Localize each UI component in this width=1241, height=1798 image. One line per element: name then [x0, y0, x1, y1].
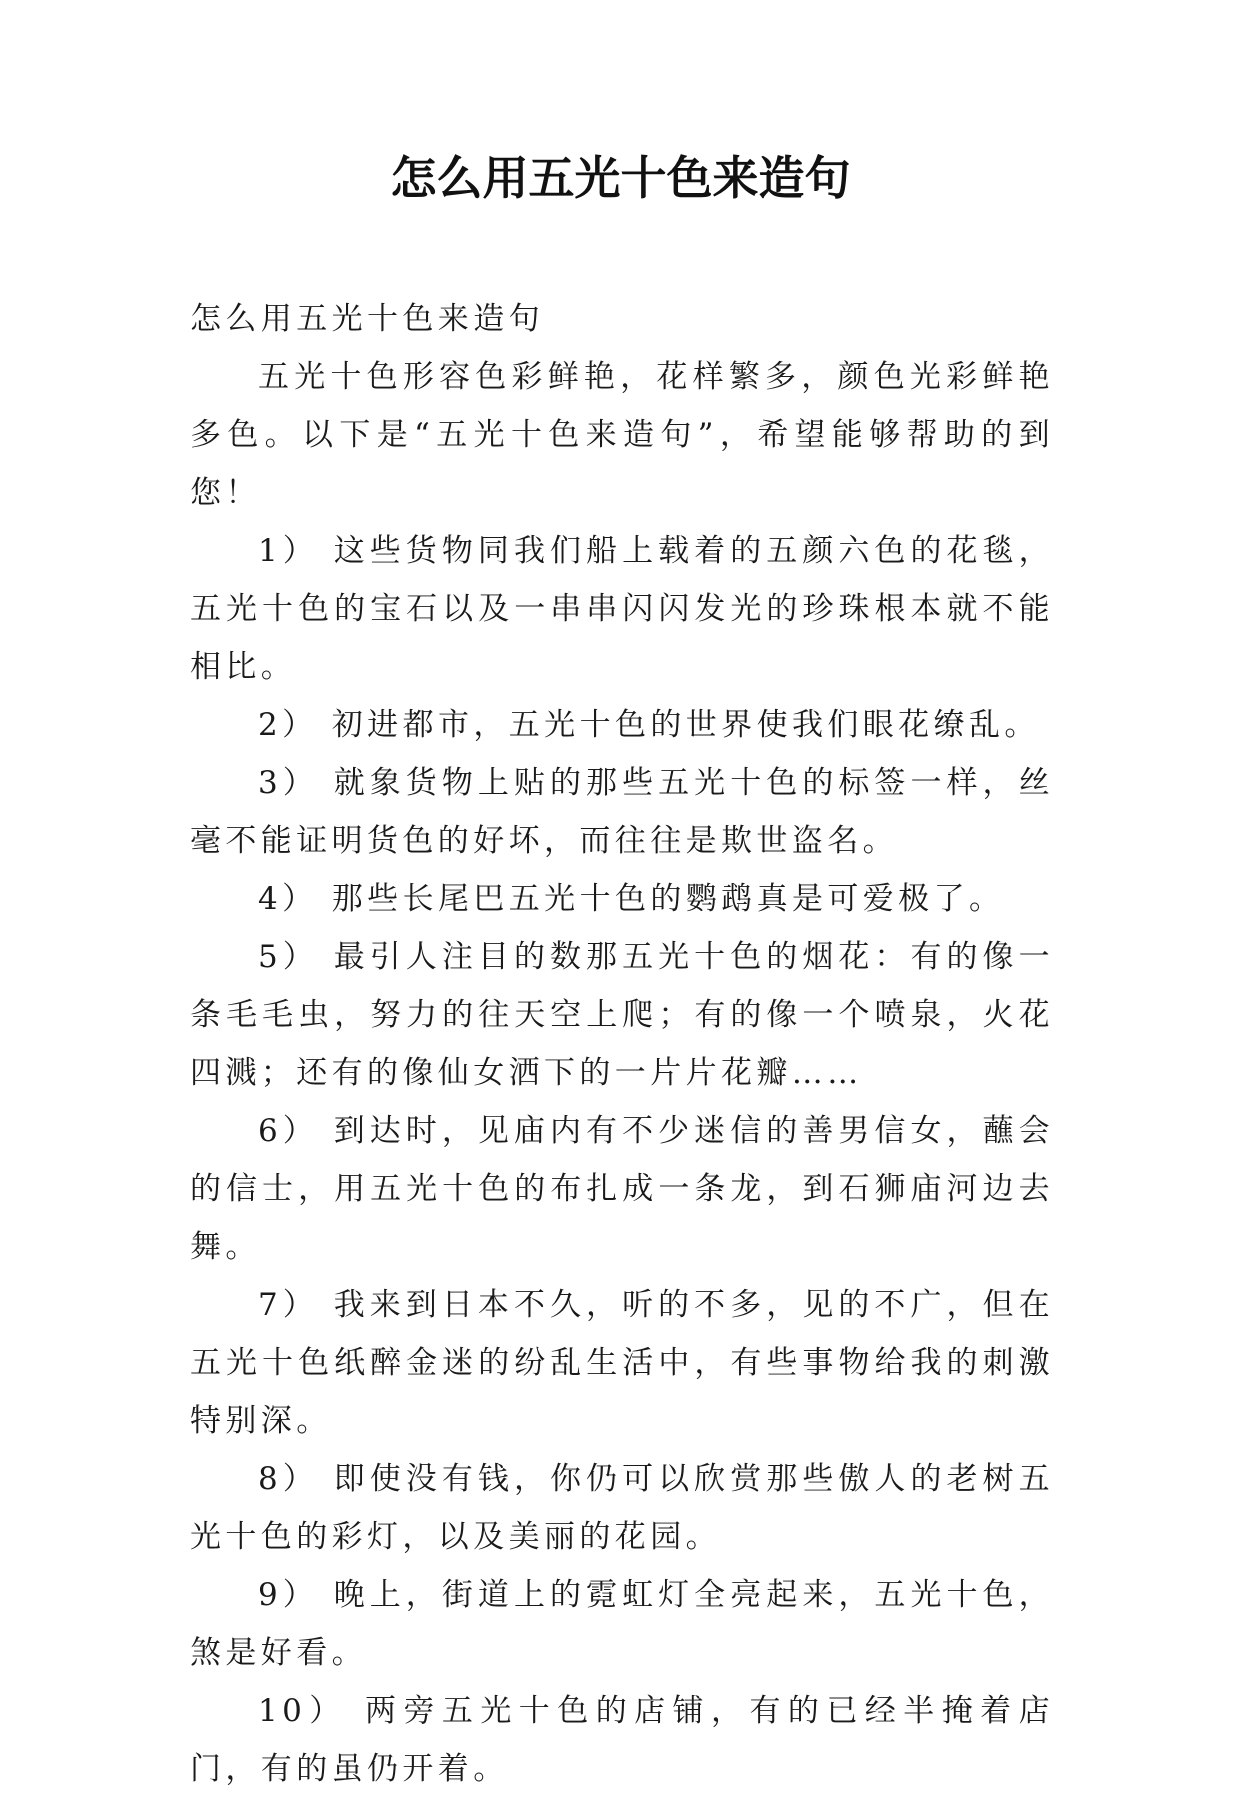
intro-paragraph: 五光十色形容色彩鲜艳，花样繁多，颜色光彩鲜艳多色。以下是“五光十色来造句”，希望能够帮助的到您！: [190, 359, 1054, 511]
example-sentence-2: 2） 初进都市，五光十色的世界使我们眼花缭乱。: [258, 707, 1040, 743]
example-sentence-10: 10） 两旁五光十色的店铺，有的已经半掩着店门，有的虽仍开着。: [190, 1693, 1054, 1787]
example-sentence-6: 6） 到达时，见庙内有不少迷信的善男信女，蘸会的信士，用五光十色的布扎成一条龙，到石狮庙河边去舞。: [190, 1113, 1054, 1265]
example-sentence-9: 9） 晚上，街道上的霓虹灯全亮起来，五光十色，煞是好看。: [190, 1577, 1054, 1671]
document-title: 怎么用五光十色来造句: [390, 151, 851, 205]
document-body: [190, 290, 1054, 1798]
example-sentence-1: 1） 这些货物同我们船上载着的五颜六色的花毯，五光十色的宝石以及一串串闪闪发光的珍珠根本就不能相比。: [190, 533, 1054, 685]
example-sentence-4: 4） 那些长尾巴五光十色的鹦鹉真是可爱极了。: [258, 881, 1005, 917]
example-sentence-8: 8） 即使没有钱，你仍可以欣赏那些傲人的老树五光十色的彩灯，以及美丽的花园。: [190, 1461, 1054, 1555]
example-sentence-3: 3） 就象货物上贴的那些五光十色的标签一样，丝毫不能证明货色的好坏，而往往是欺世盗名。: [190, 765, 1054, 859]
example-sentence-7: 7） 我来到日本不久，听的不多，见的不广，但在五光十色纸醉金迷的纷乱生活中，有些事物给我的刺激特别深。: [190, 1287, 1054, 1439]
body-subtitle: 怎么用五光十色来造句: [190, 301, 544, 337]
example-sentence-5: 5） 最引人注目的数那五光十色的烟花：有的像一条毛毛虫，努力的往天空上爬；有的像一个喷泉，火花四溅；还有的像仙女洒下的一片片花瓣……: [190, 939, 1054, 1091]
